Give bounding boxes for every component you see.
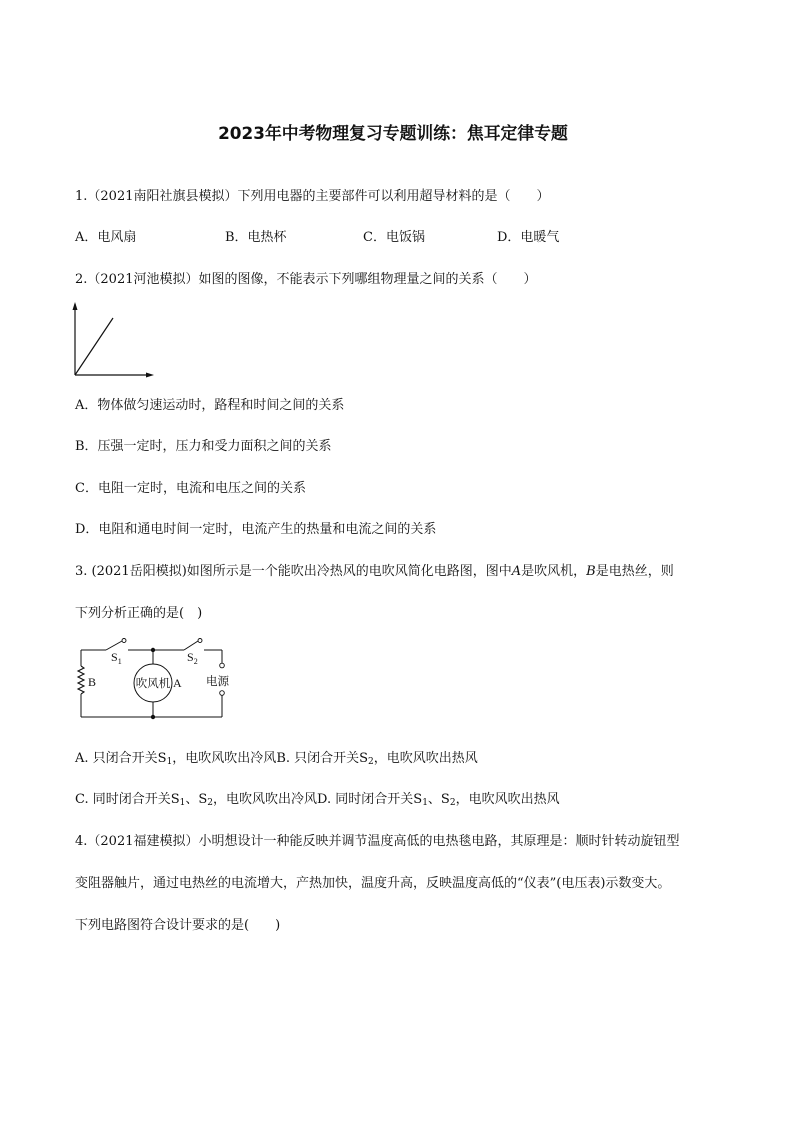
hair-dryer-circuit [70, 636, 240, 726]
question-1-option-c: C．电饭锅 [363, 230, 425, 245]
question-3-variable-b: B [586, 564, 596, 579]
question-3-stem-line-1 [75, 564, 674, 580]
label-resistor-b: B [88, 675, 97, 689]
question-1-option-d: D．电暖气 [497, 230, 560, 245]
question-3-variable-a: A [511, 564, 522, 579]
question-3-option-d: D. 同时闭合开关$S_1$、$S_2$，电吹风吹出热风 [317, 792, 560, 808]
graph-x-arrow [146, 373, 154, 378]
question-3-stem-part-2: 是吹风机， [521, 564, 587, 579]
question-1-option-a: A．电风扇 [75, 230, 137, 245]
question-4-line-2: 变阻器触片，通过电热丝的电流增大，产热加快，温度升高，反映温度高低的“仪表”(电压表)示数变大。 [75, 876, 671, 891]
question-2-option-d: D．电阻和通电时间一定时，电流产生的热量和电流之间的关系 [75, 522, 437, 537]
question-2-option-a: A．物体做匀速运动时，路程和时间之间的关系 [75, 398, 345, 413]
question-3-stem-part-1: 3. (2021岳阳模拟)如图所示是一个能吹出冷热风的电吹风简化电路图，图中 [75, 564, 512, 579]
proportional-graph [68, 300, 158, 382]
question-3-stem-part-3: 是电热丝，则 [595, 564, 674, 579]
label-s1: $S_1$ [111, 650, 122, 666]
label-motor: 吹风机 [135, 678, 171, 690]
graph-line [75, 318, 113, 375]
resistor-b [78, 666, 84, 694]
question-1-stem: 1.（2021南阳社旗县模拟）下列用电器的主要部件可以利用超导材料的是（ ） [75, 189, 550, 204]
question-3-option-c: C. 同时闭合开关$S_1$、$S_2$，电吹风吹出冷风 [75, 792, 318, 808]
label-motor-a: A [173, 676, 182, 690]
label-power-source: 电源 [206, 676, 229, 688]
question-4-line-3: 下列电路图符合设计要求的是( ) [75, 918, 281, 933]
question-3-options-row-2 [75, 792, 560, 811]
question-4-line-1: 4.（2021福建模拟）小明想设计一种能反映并调节温度高低的电热毯电路，其原理是：顺时针转动旋钮型 [75, 834, 680, 849]
question-1-option-b: B．电热杯 [225, 230, 287, 245]
question-2-option-c: C．电阻一定时，电流和电压之间的关系 [75, 481, 306, 496]
source-terminal-bottom [220, 691, 225, 696]
question-2-option-b: B．压强一定时，压力和受力面积之间的关系 [75, 439, 332, 454]
question-3-option-a: A. 只闭合开关$S_1$，电吹风吹出冷风 [75, 751, 277, 767]
switch-s2-blade [184, 641, 198, 650]
source-terminal-top [220, 663, 225, 668]
switch-s1-blade [106, 641, 122, 650]
page-title: 2023年中考物理复习专题训练：焦耳定律专题 [218, 124, 568, 144]
label-s2: $S_2$ [187, 650, 198, 666]
question-3-stem-line-2: 下列分析正确的是( ) [75, 606, 203, 621]
question-3-option-b: B. 只闭合开关$S_2$，电吹风吹出热风 [276, 751, 478, 767]
question-3-options-row-1 [75, 751, 478, 770]
graph-y-arrow [73, 302, 78, 310]
question-2-stem: 2.（2021河池模拟）如图的图像，不能表示下列哪组物理量之间的关系（ ） [75, 272, 537, 287]
